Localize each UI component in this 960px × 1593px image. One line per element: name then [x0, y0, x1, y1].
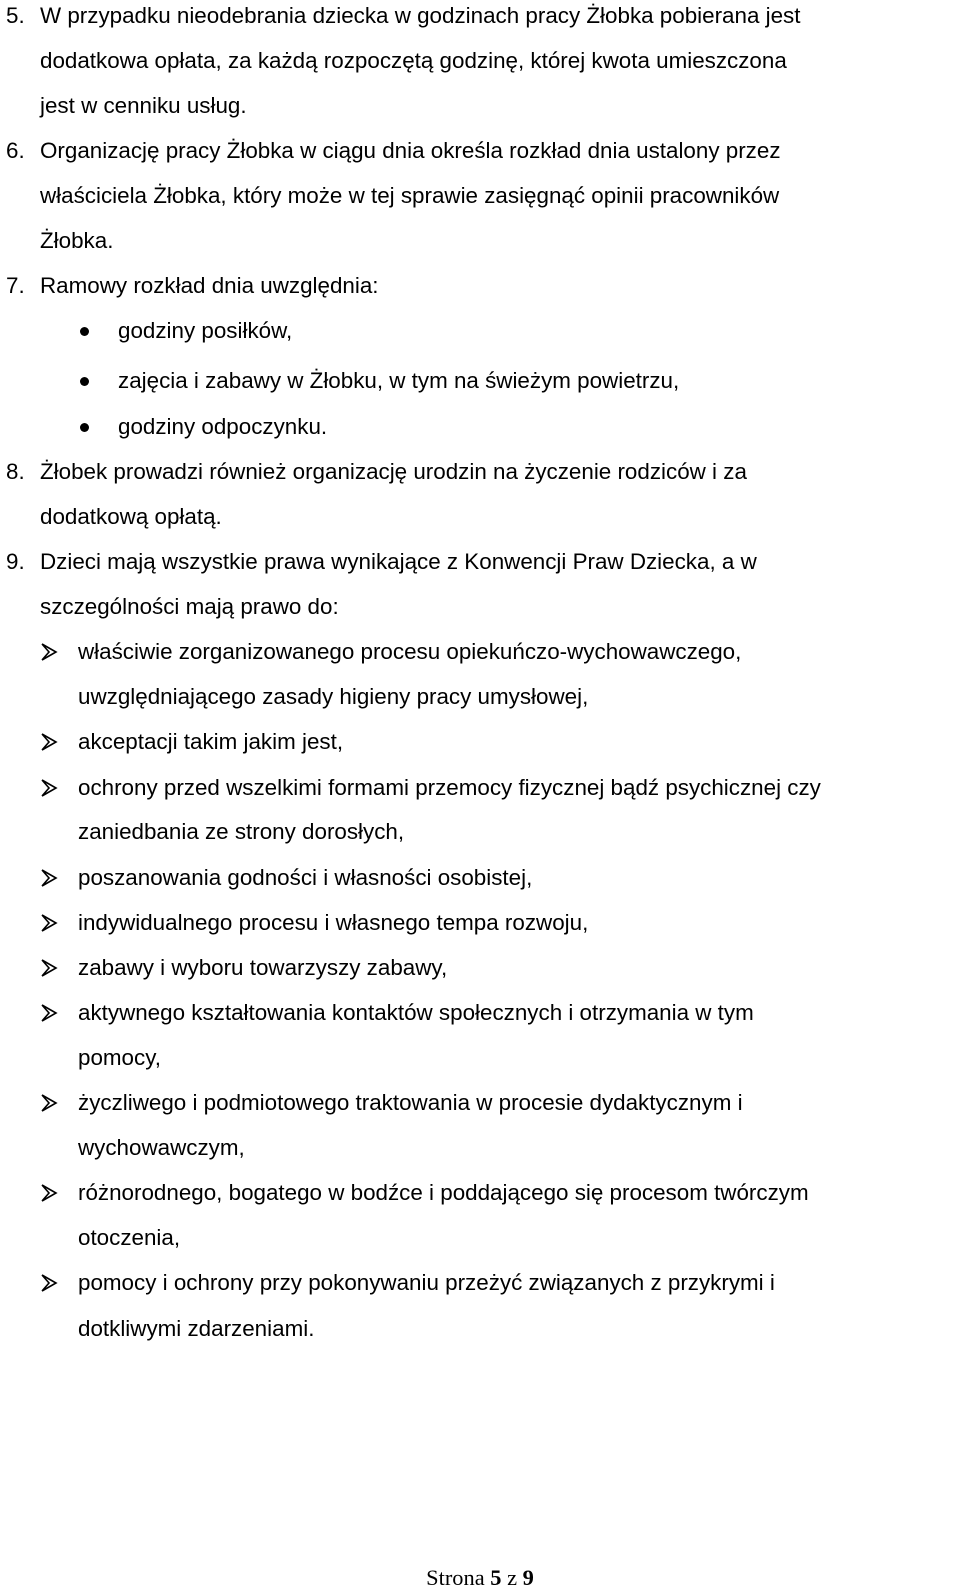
- arrow-bullet-icon: [40, 913, 58, 933]
- arrow-bullet-icon: [40, 732, 58, 752]
- item-number: 6.: [6, 138, 25, 163]
- arrow-bullet-icon: [40, 1093, 58, 1113]
- bullet-icon: [80, 327, 89, 336]
- arrow-bullet-icon: [40, 958, 58, 978]
- footer-separator: z: [507, 1565, 518, 1590]
- bullet-icon: [80, 377, 89, 386]
- arrow-bullet-icon: [40, 1003, 58, 1023]
- item-number: 7.: [6, 273, 25, 298]
- arrow-bullet-icon: [40, 642, 58, 662]
- item-number: 8.: [6, 459, 25, 484]
- arrow-bullet-icon: [40, 1183, 58, 1203]
- arrow-bullet-icon: [40, 868, 58, 888]
- footer-page-total: 9: [522, 1565, 534, 1590]
- item-number: 5.: [6, 3, 25, 28]
- item-number: 9.: [6, 549, 25, 574]
- page-footer: [0, 1564, 960, 1592]
- footer-prefix: Strona: [426, 1565, 485, 1590]
- arrow-bullet-icon: [40, 778, 58, 798]
- arrow-bullet-icon: [40, 1273, 58, 1293]
- bullet-icon: [80, 423, 89, 432]
- footer-page-number: 5: [490, 1565, 502, 1590]
